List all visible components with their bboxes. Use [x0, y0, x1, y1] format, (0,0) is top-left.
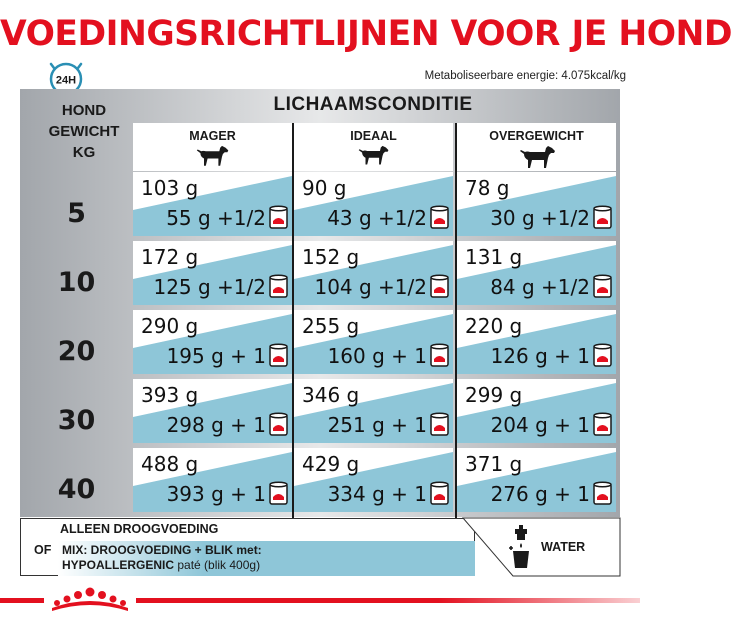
mix-food-amount: 84 g +1/2 — [490, 275, 590, 299]
dog-weight-value: 20 — [57, 336, 96, 367]
feeding-cell — [294, 379, 453, 443]
can-icon — [430, 481, 449, 506]
mix-food-amount: 251 g + 1 — [327, 413, 427, 437]
can-icon — [593, 481, 612, 506]
can-icon — [269, 274, 288, 299]
feeding-cell — [457, 448, 616, 512]
dry-food-amount: 299 g — [465, 383, 523, 407]
dry-food-amount: 255 g — [302, 314, 360, 338]
can-icon — [269, 343, 288, 368]
energy-info: Metaboliseerbare energie: 4.075kcal/kg — [424, 70, 626, 82]
dry-food-amount: 78 g — [465, 176, 510, 200]
dry-food-amount: 220 g — [465, 314, 523, 338]
feeding-cell — [457, 241, 616, 305]
legend-mix-detail: paté (blik 400g) — [174, 558, 261, 572]
mix-food-amount: 276 g + 1 — [490, 482, 590, 506]
royal-canin-crown-logo — [44, 586, 136, 612]
dog-weight-header-line1: HOND — [61, 102, 107, 119]
column-divider — [292, 123, 294, 518]
column-header-label: OVERGEWICHT — [489, 129, 584, 143]
feeding-cell — [294, 310, 453, 374]
dog-icon — [357, 145, 389, 165]
mix-food-amount: 393 g + 1 — [166, 482, 266, 506]
legend-dry-only: ALLEEN DROOGVOEDING — [60, 522, 219, 536]
dog-weight-header-line2: GEWICHT — [48, 123, 120, 140]
feeding-cell — [133, 379, 292, 443]
footer-stripe — [136, 598, 640, 603]
feeding-cell — [294, 241, 453, 305]
dog-weight-value: 10 — [57, 267, 96, 298]
dry-food-amount: 90 g — [302, 176, 347, 200]
feeding-cell — [457, 310, 616, 374]
feeding-cell — [133, 310, 292, 374]
clock-label: 24H — [55, 74, 77, 87]
footer-stripe-left — [0, 598, 44, 603]
legend-or: OF — [34, 543, 52, 557]
mix-food-amount: 298 g + 1 — [166, 413, 266, 437]
mix-food-amount: 126 g + 1 — [490, 344, 590, 368]
mix-food-amount: 43 g +1/2 — [327, 206, 427, 230]
mix-food-amount: 30 g +1/2 — [490, 206, 590, 230]
mix-food-amount: 125 g +1/2 — [153, 275, 266, 299]
mix-food-amount: 160 g + 1 — [327, 344, 427, 368]
dry-food-amount: 488 g — [141, 452, 199, 476]
mix-food-amount: 204 g + 1 — [490, 413, 590, 437]
feeding-cell — [457, 172, 616, 236]
mix-food-amount: 55 g +1/2 — [166, 206, 266, 230]
feeding-cell — [457, 379, 616, 443]
dry-food-amount: 103 g — [141, 176, 199, 200]
mix-food-amount: 104 g +1/2 — [314, 275, 427, 299]
dog-weight-header — [30, 100, 138, 163]
dog-icon — [195, 145, 229, 167]
feeding-cell — [133, 172, 292, 236]
body-condition-header: LICHAAMSCONDITIE — [273, 94, 473, 115]
dry-food-amount: 131 g — [465, 245, 523, 269]
can-icon — [593, 412, 612, 437]
dry-food-amount: 290 g — [141, 314, 199, 338]
can-icon — [593, 274, 612, 299]
dry-food-amount: 152 g — [302, 245, 360, 269]
legend-mix-line1: MIX: DROOGVOEDING + BLIK met: — [62, 543, 262, 557]
column-header — [294, 123, 453, 171]
can-icon — [269, 481, 288, 506]
dry-food-amount: 393 g — [141, 383, 199, 407]
mix-food-amount: 195 g + 1 — [166, 344, 266, 368]
legend-mix-line2 — [62, 558, 260, 572]
can-icon — [593, 205, 612, 230]
dry-food-amount: 429 g — [302, 452, 360, 476]
dog-icon — [518, 145, 556, 169]
feeding-cell — [294, 172, 453, 236]
feeding-cell — [133, 241, 292, 305]
dog-weight-value: 5 — [67, 198, 86, 229]
column-header — [457, 123, 616, 171]
can-icon — [593, 343, 612, 368]
column-header — [133, 123, 292, 171]
water-label: WATER — [541, 540, 586, 554]
feeding-cell — [294, 448, 453, 512]
can-icon — [430, 412, 449, 437]
feeding-cell — [133, 448, 292, 512]
mix-food-amount: 334 g + 1 — [327, 482, 427, 506]
can-icon — [269, 205, 288, 230]
column-header-label: IDEAAL — [350, 129, 397, 143]
can-icon — [430, 205, 449, 230]
can-icon — [269, 412, 288, 437]
dog-weight-value: 40 — [57, 474, 96, 505]
dry-food-amount: 172 g — [141, 245, 199, 269]
dog-weight-header-line3: KG — [72, 144, 96, 161]
dry-food-amount: 371 g — [465, 452, 523, 476]
dry-food-amount: 346 g — [302, 383, 360, 407]
page-title: VOEDINGSRICHTLIJNEN VOOR JE HOND — [0, 14, 732, 54]
column-divider — [455, 123, 457, 518]
column-header-label: MAGER — [189, 129, 236, 143]
can-icon — [430, 343, 449, 368]
can-icon — [430, 274, 449, 299]
dog-weight-value: 30 — [57, 405, 96, 436]
legend-mix-product: HYPOALLERGENIC — [62, 558, 175, 572]
